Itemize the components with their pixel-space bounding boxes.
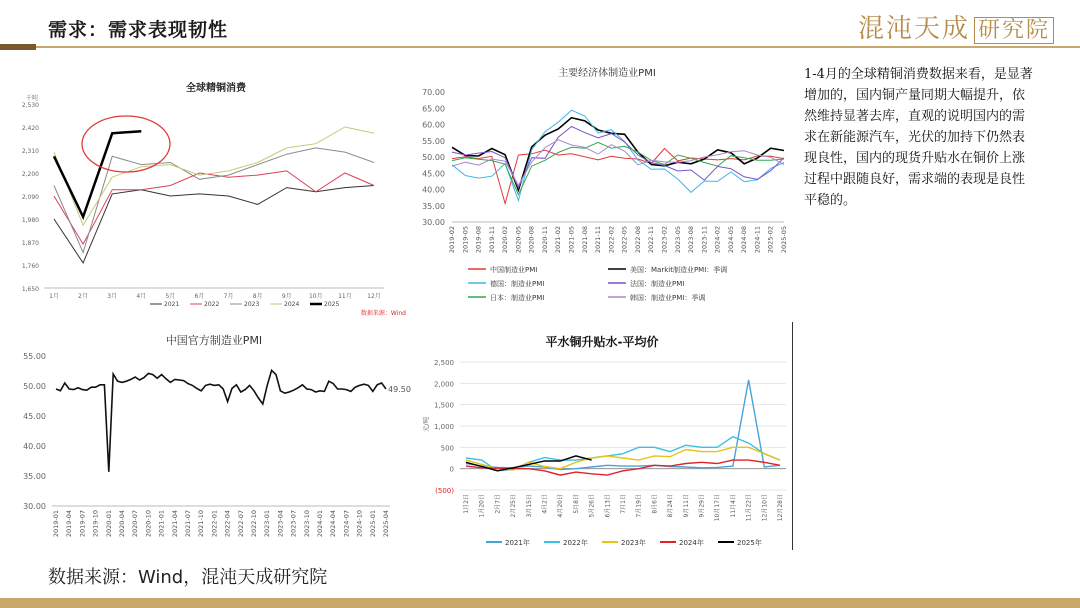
x-tick-label: 2021-04 bbox=[170, 510, 179, 538]
x-tick-label: 8月 bbox=[252, 293, 263, 300]
x-tick-label: 2019-07 bbox=[78, 510, 87, 538]
y-tick-label: 1,980 bbox=[21, 217, 39, 224]
y-tick-label: 1,870 bbox=[21, 240, 39, 247]
series-line bbox=[452, 118, 784, 191]
y-tick-label: 55.00 bbox=[422, 136, 445, 146]
chart-china-official-pmi bbox=[18, 326, 411, 558]
x-tick-label: 12月28日 bbox=[777, 494, 784, 522]
x-tick-label: 2021-02 bbox=[554, 226, 563, 254]
x-tick-label: 5月26日 bbox=[588, 494, 596, 518]
x-tick-label: 2019-10 bbox=[91, 510, 100, 538]
x-tick-label: 10月17日 bbox=[714, 494, 722, 522]
x-tick-label: 7月 bbox=[223, 293, 234, 300]
y-tick-label: 1,500 bbox=[433, 401, 454, 410]
y-tick-label: (500) bbox=[435, 487, 454, 495]
y-tick-label: 2,420 bbox=[21, 125, 39, 132]
x-tick-label: 2019-11 bbox=[487, 226, 496, 254]
x-tick-label: 4月 bbox=[136, 293, 147, 300]
series-line bbox=[452, 149, 784, 204]
highlight-circle bbox=[82, 116, 170, 172]
x-tick-label: 2022-07 bbox=[236, 510, 245, 538]
x-tick-label: 2025-04 bbox=[382, 510, 390, 538]
y-tick-label: 1,000 bbox=[433, 423, 454, 431]
x-tick-label: 7月1日 bbox=[620, 494, 627, 514]
x-tick-label: 2019-02 bbox=[448, 226, 456, 254]
series-line-2022 bbox=[54, 171, 374, 244]
legend-label: 2024年 bbox=[679, 539, 704, 547]
x-tick-label: 2023-02 bbox=[660, 226, 669, 254]
x-tick-label: 2024-02 bbox=[713, 226, 722, 254]
x-tick-label: 6月 bbox=[194, 293, 205, 300]
x-tick-label: 2024-01 bbox=[316, 510, 324, 538]
x-tick-label: 2023-07 bbox=[289, 510, 298, 538]
legend-label: 2023年 bbox=[621, 539, 646, 547]
x-tick-label: 2020-05 bbox=[514, 226, 523, 254]
chart-title: 主要经济体制造业PMI bbox=[558, 68, 656, 79]
series-line bbox=[56, 370, 386, 471]
y-tick-label: 35.00 bbox=[422, 201, 445, 211]
logo bbox=[858, 8, 1054, 45]
x-tick-label: 2月25日 bbox=[510, 494, 518, 518]
legend-label: 德国：制造业PMI bbox=[490, 280, 545, 288]
chart-title: 中国官方制造业PMI bbox=[165, 334, 263, 347]
x-tick-label: 2023-11 bbox=[700, 226, 709, 254]
legend-label: 2025年 bbox=[737, 539, 762, 547]
x-tick-label: 12月 bbox=[367, 293, 381, 300]
y-tick-label: 35.00 bbox=[23, 472, 46, 481]
y-tick-label: 70.00 bbox=[422, 88, 445, 97]
x-tick-label: 2025-02 bbox=[766, 226, 775, 254]
x-tick-label: 2021-08 bbox=[580, 226, 589, 254]
x-tick-label: 3月15日 bbox=[525, 494, 533, 518]
series-line-2024 bbox=[54, 127, 374, 225]
x-tick-label: 2月7日 bbox=[494, 494, 502, 514]
legend-label: 2023 bbox=[244, 301, 260, 308]
global-copper-chart-svg bbox=[18, 66, 406, 322]
x-tick-label: 12月10日 bbox=[761, 494, 769, 522]
y-tick-label: 0 bbox=[449, 465, 454, 474]
x-tick-label: 2021-10 bbox=[197, 510, 206, 538]
x-tick-label: 2020-04 bbox=[118, 510, 126, 538]
unit-label: 千吨 bbox=[26, 95, 39, 102]
y-tick-label: 2,530 bbox=[21, 102, 39, 109]
logo-boxed: 研究院 bbox=[974, 17, 1054, 44]
x-tick-label: 2023-08 bbox=[687, 226, 696, 254]
series-line bbox=[466, 380, 780, 470]
x-tick-label: 2024-07 bbox=[342, 510, 351, 538]
logo-main: 混沌天成 bbox=[857, 14, 970, 44]
y-tick-label: 50.00 bbox=[422, 153, 445, 162]
x-tick-label: 2022-08 bbox=[633, 226, 642, 254]
title-underline-accent bbox=[0, 44, 36, 50]
x-tick-label: 2020-07 bbox=[131, 510, 140, 538]
x-tick-label: 6月13日 bbox=[604, 494, 612, 518]
x-tick-label: 2021-11 bbox=[594, 226, 603, 254]
x-tick-label: 8月24日 bbox=[667, 494, 675, 518]
y-tick-label: 50.00 bbox=[23, 382, 46, 391]
title-underline bbox=[0, 46, 1080, 48]
y-axis-label: 元/吨 bbox=[422, 416, 430, 432]
x-tick-label: 2024-05 bbox=[726, 226, 735, 254]
y-tick-label: 40.00 bbox=[422, 185, 445, 195]
legend-label: 日本：制造业PMI bbox=[490, 294, 545, 302]
vertical-divider bbox=[792, 322, 793, 550]
legend-label: 2022年 bbox=[563, 539, 588, 547]
x-tick-label: 2021-01 bbox=[157, 510, 166, 538]
data-source: 数据来源：Wind，混沌天成研究院 bbox=[48, 567, 328, 588]
page-title: 需求：需求表现韧性 bbox=[48, 19, 229, 41]
y-tick-label: 2,310 bbox=[21, 148, 39, 155]
y-tick-label: 500 bbox=[440, 444, 454, 453]
y-tick-label: 30.00 bbox=[23, 502, 46, 511]
x-tick-label: 8月6日 bbox=[651, 494, 659, 514]
x-tick-label: 2025-05 bbox=[780, 226, 788, 254]
x-tick-label: 2019-01 bbox=[52, 510, 60, 538]
x-tick-label: 2022-01 bbox=[210, 510, 219, 538]
footer-bar bbox=[0, 598, 1080, 608]
legend-label: 2021年 bbox=[505, 539, 530, 547]
x-tick-label: 2019-05 bbox=[461, 226, 470, 254]
y-tick-label: 65.00 bbox=[422, 104, 445, 114]
copper-premium-chart-svg bbox=[414, 326, 790, 552]
chart-title: 全球精铜消费 bbox=[186, 83, 246, 94]
x-tick-label: 2022-11 bbox=[647, 226, 656, 254]
x-tick-label: 5月8日 bbox=[572, 494, 580, 514]
y-tick-label: 2,200 bbox=[21, 171, 39, 178]
x-tick-label: 9月 bbox=[281, 293, 292, 300]
x-tick-label: 11月 bbox=[338, 293, 352, 300]
x-tick-label: 2022-05 bbox=[620, 226, 629, 254]
chart-title: 平水铜升贴水-平均价 bbox=[545, 335, 659, 349]
x-tick-label: 2020-02 bbox=[501, 226, 510, 254]
x-tick-label: 2024-10 bbox=[355, 510, 364, 538]
legend-label: 2022 bbox=[204, 301, 220, 308]
x-tick-label: 4月20日 bbox=[557, 494, 565, 518]
x-tick-label: 2024-11 bbox=[753, 226, 762, 254]
x-tick-label: 2020-08 bbox=[527, 226, 536, 254]
x-tick-label: 1月20日 bbox=[478, 494, 486, 518]
y-tick-label: 60.00 bbox=[422, 120, 445, 130]
chart-major-economies-pmi bbox=[412, 58, 790, 314]
y-tick-label: 45.00 bbox=[422, 169, 445, 179]
y-tick-label: 30.00 bbox=[422, 218, 445, 227]
x-tick-label: 2024-08 bbox=[740, 226, 749, 254]
y-tick-label: 45.00 bbox=[23, 412, 46, 421]
x-tick-label: 2月 bbox=[78, 293, 89, 300]
x-tick-label: 2021-07 bbox=[184, 510, 192, 538]
chart-source-note: 数据来源：Wind bbox=[360, 310, 406, 317]
x-tick-label: 1月2日 bbox=[463, 494, 470, 514]
y-tick-label: 2,500 bbox=[433, 359, 454, 367]
legend-label: 法国：制造业PMI bbox=[630, 280, 685, 288]
x-tick-label: 1月 bbox=[49, 293, 59, 300]
x-tick-label: 2023-01 bbox=[263, 510, 272, 538]
y-tick-label: 40.00 bbox=[23, 442, 46, 451]
x-tick-label: 3月 bbox=[107, 293, 118, 300]
x-tick-label: 2020-11 bbox=[540, 226, 549, 254]
x-tick-label: 4月2日 bbox=[541, 494, 549, 514]
x-tick-label: 2019-08 bbox=[474, 226, 483, 254]
y-tick-label: 1,650 bbox=[21, 286, 39, 293]
x-tick-label: 9月11日 bbox=[682, 494, 690, 518]
legend-label: 2021 bbox=[164, 301, 180, 308]
y-tick-label: 2,090 bbox=[21, 194, 39, 201]
x-tick-label: 2019-04 bbox=[65, 510, 74, 538]
legend-label: 2024 bbox=[284, 301, 300, 308]
legend-label: 2025 bbox=[324, 301, 340, 308]
china-pmi-chart-svg bbox=[18, 326, 411, 558]
x-tick-label: 2023-05 bbox=[673, 226, 682, 254]
series-line bbox=[452, 140, 784, 186]
chart-global-copper-consumption bbox=[18, 66, 406, 322]
legend-label: 中国制造业PMI bbox=[490, 266, 538, 274]
chart-copper-premium bbox=[414, 326, 790, 552]
x-tick-label: 2023-04 bbox=[276, 510, 285, 538]
x-tick-label: 9月29日 bbox=[698, 494, 706, 518]
x-tick-label: 2022-10 bbox=[250, 510, 258, 538]
x-tick-label: 2025-01 bbox=[368, 510, 377, 538]
x-tick-label: 11月4日 bbox=[729, 494, 737, 518]
series-line-2021 bbox=[54, 186, 374, 263]
commentary-text: 1-4月的全球精铜消费数据来看，是显著增加的，国内铜产量同期大幅提升，依然维持显著去库，直观的说明国内的需求在新能源汽车，光伏的加持下仍然表现良性，国内的现货升贴水在铜价上涨过程中跟随良好，需求端的表现是良性平稳的。 bbox=[804, 67, 1033, 208]
series-line bbox=[452, 142, 784, 194]
x-tick-label: 2023-10 bbox=[302, 510, 311, 538]
x-tick-label: 2024-04 bbox=[329, 510, 338, 538]
y-tick-label: 55.00 bbox=[23, 352, 46, 361]
y-tick-label: 1,760 bbox=[21, 263, 39, 270]
x-tick-label: 11月22日 bbox=[745, 494, 753, 522]
major-pmi-chart-svg bbox=[412, 58, 790, 314]
legend-label: 韩国：制造业PMI：季调 bbox=[630, 294, 706, 302]
x-tick-label: 2020-01 bbox=[104, 510, 113, 538]
last-value-label: 49.50 bbox=[388, 385, 411, 394]
x-tick-label: 7月19日 bbox=[635, 494, 643, 518]
x-tick-label: 10月 bbox=[308, 293, 323, 300]
x-tick-label: 2022-02 bbox=[607, 226, 616, 254]
legend-label: 美国：Markit制造业PMI：季调 bbox=[630, 266, 728, 274]
x-tick-label: 2020-10 bbox=[144, 510, 153, 538]
x-tick-label: 5月 bbox=[165, 293, 176, 300]
x-tick-label: 2021-05 bbox=[567, 226, 576, 254]
y-tick-label: 2,000 bbox=[433, 380, 454, 389]
x-tick-label: 2022-04 bbox=[223, 510, 232, 538]
